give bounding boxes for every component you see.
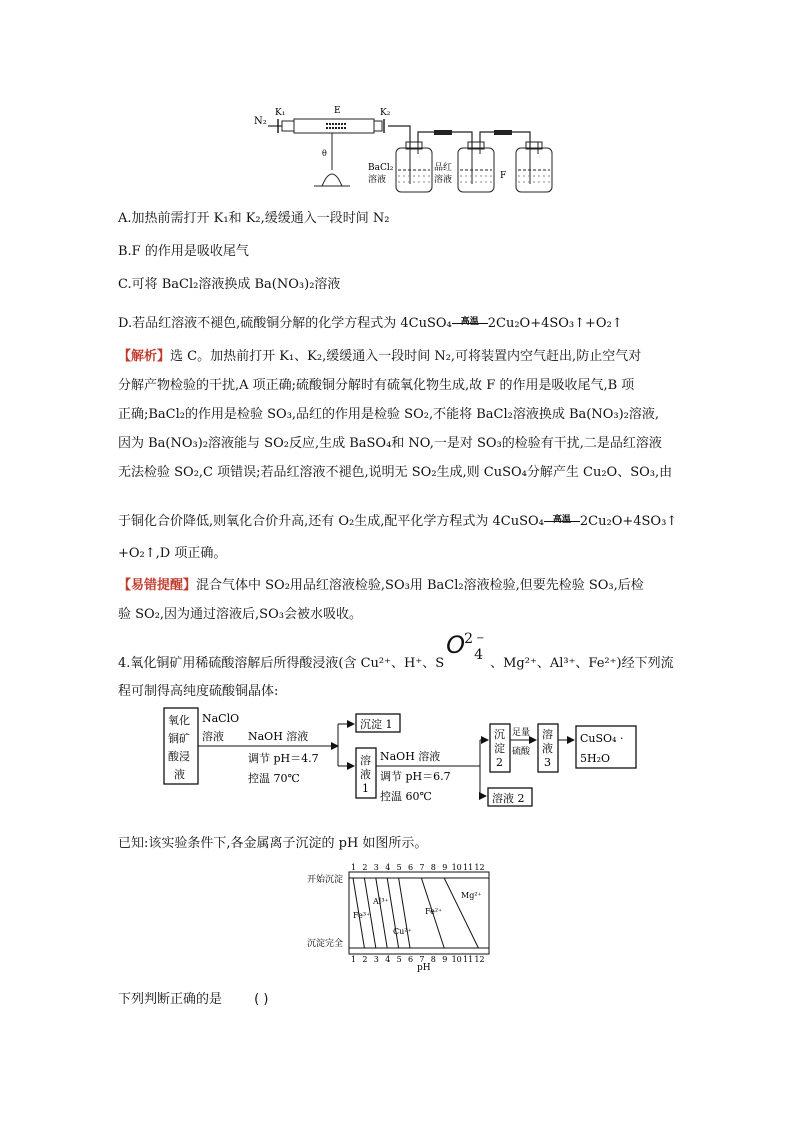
ph-tick-top-6: 6 [408, 863, 414, 872]
chendian2-3: 2 [496, 756, 503, 769]
q4-line-1 [118, 631, 678, 671]
sulfate-o: O [446, 631, 465, 659]
apparatus-diagram [248, 104, 558, 198]
ph-tick-top-7: 7 [419, 863, 425, 872]
q4-line-2: 程可制得高纯度硫酸铜晶体: [118, 684, 279, 699]
analysis-products: 2Cu₂O+4SO₃↑ [579, 514, 678, 529]
bacl2-label: BaCl₂ [368, 163, 394, 173]
rongye3-3: 3 [544, 756, 551, 769]
ph-tick-top-9: 9 [442, 863, 448, 872]
option-b: B.F 的作用是吸收尾气 [118, 244, 249, 259]
question-text: 下列判断正确的是 [118, 992, 223, 1007]
rongye1-3: 1 [362, 782, 369, 795]
product-line-1: CuSO₄ · [580, 732, 624, 745]
naclo-sol-label: 溶液 [202, 730, 224, 743]
naoh1-label: NaOH 溶液 [248, 730, 309, 743]
sulfate-sub: 4 [474, 647, 484, 663]
analysis-text-1: 选 C。加热前打开 K₁、K₂,缓缓通入一段时间 N₂,可将装置内空气赶出,防止空气对 [170, 349, 642, 364]
rongye2-label: 溶液 2 [492, 792, 525, 805]
tip-line-1 [118, 574, 678, 593]
ph1-label: 调节 pH＝4.7 [248, 752, 319, 765]
temp1-label: 控温 70℃ [248, 772, 300, 785]
ph-tick-top-3: 3 [373, 863, 379, 872]
analysis-line-2: 分解产物检验的干扰,A 项正确;硫酸铜分解时有硫氧化物生成,故 F 的作用是吸收尾气,B 项 [118, 378, 635, 393]
ph-tick-top-5: 5 [396, 863, 402, 872]
ph-boundary-line-3 [387, 878, 398, 948]
ion-mg2: Mg²⁺ [461, 891, 482, 900]
ph-tick-top-2: 2 [362, 863, 368, 872]
zuliang-label: 足量 [512, 728, 531, 738]
svg-text:θ: θ [322, 149, 327, 158]
ph-boundary-line-4 [399, 878, 410, 948]
analysis-line-7: +O₂↑,D 项正确。 [118, 546, 227, 561]
answer-blank[interactable]: ( ) [254, 992, 269, 1007]
ph-chart [305, 858, 505, 976]
analysis-line-4: 因为 Ba(NO₃)₂溶液能与 SO₂反应,生成 BaSO₄和 NO,一是对 SO₃的检验有干扰,二是品红溶液 [118, 436, 662, 451]
ph-axis-label: pH [417, 963, 431, 973]
ph-boundary-line-6 [444, 878, 478, 948]
ph-boundary-line-2 [376, 878, 387, 948]
ph-tick-bot-6: 6 [408, 955, 414, 964]
n2-label: N₂ [254, 116, 267, 127]
ph-tick-bot-11: 11 [463, 955, 474, 964]
ph-tick-bot-10: 10 [451, 955, 462, 964]
question-line [118, 988, 678, 1007]
start-label: 开始沉淀 [307, 875, 344, 885]
naclo-label: NaClO [202, 712, 240, 725]
box1-line-1: 氧化 [168, 714, 190, 727]
sulfate-minus: − [476, 633, 485, 644]
pinhong-label: 品红 [434, 163, 453, 173]
ph-tick-top-1: 1 [351, 863, 357, 872]
box1-line-2: 铜矿 [168, 732, 190, 745]
ph-tick-bot-4: 4 [385, 955, 391, 964]
rongye1-1: 溶 [360, 754, 371, 767]
chendian2-2: 淀 [494, 742, 505, 755]
chendian1-label: 沉淀 1 [360, 718, 393, 731]
analysis-text-6: 于铜化合价降低,则氧化合价升高,还有 O₂生成,配平化学方程式为 4CuSO₄ [118, 514, 544, 529]
tip-line-2: 验 SO₂,因为通过溶液后,SO₃会被水吸收。 [118, 607, 362, 622]
q4-text-1b: 、Mg²⁺、Al³⁺、Fe²⁺)经下列流 [490, 656, 674, 671]
option-d [118, 312, 678, 331]
ph-tick-top-12: 12 [474, 863, 485, 872]
temp2-label: 控温 60℃ [380, 790, 432, 803]
product-line-2: 5H₂O [580, 752, 611, 765]
e-label: E [334, 106, 341, 116]
ion-cu2: Cu²⁺ [393, 927, 412, 936]
tip-tag: 【易错提醒】 [118, 578, 197, 593]
known-text: 已知:该实验条件下,各金属离子沉淀的 pH 如图所示。 [118, 836, 428, 851]
box1-line-4: 液 [174, 768, 185, 781]
analysis-line-5: 无法检验 SO₂,C 项错误;若品红溶液不褪色,说明无 SO₂生成,则 CuSO₄分解产生 Cu₂O、SO₃,由 [118, 465, 673, 480]
ph-tick-bot-7: 7 [419, 955, 425, 964]
end-label: 沉淀完全 [307, 939, 344, 949]
option-d-products: 2Cu₂O+4SO₃↑+O₂↑ [487, 316, 623, 331]
analysis-line-3: 正确;BaCl₂的作用是检验 SO₃,品红的作用是检验 SO₂,不能将 BaCl₂溶液换成 Ba(NO₃)₂溶液, [118, 407, 659, 422]
analysis-tag: 【解析】 [118, 349, 171, 364]
flow-chart [160, 704, 644, 814]
liusuan-label: 硫酸 [512, 747, 531, 757]
ph-tick-bot-12: 12 [474, 955, 485, 964]
ph-tick-bot-5: 5 [396, 955, 402, 964]
analysis-line-6 [118, 510, 678, 529]
ph2-label: 调节 pH＝6.7 [380, 770, 451, 783]
rongye3-2: 液 [542, 742, 553, 755]
ion-al3: Al³⁺ [373, 897, 389, 906]
ph-tick-top-4: 4 [385, 863, 391, 872]
ion-fe2: Fe²⁺ [425, 907, 443, 916]
tip-text-1: 混合气体中 SO₂用品红溶液检验,SO₃用 BaCl₂溶液检验,但要先检验 SO₃,后检 [196, 578, 644, 593]
q4-text-1: 4.氧化铜矿用稀硫酸溶解后所得酸浸液(含 Cu²⁺、H⁺、S [118, 656, 445, 671]
chendian2-1: 沉 [494, 728, 505, 741]
ph-tick-bot-9: 9 [442, 955, 448, 964]
pinhong-sol-label: 溶液 [434, 175, 453, 185]
sulfate-sup: 2 [464, 631, 474, 647]
rongye1-2: 液 [360, 768, 371, 781]
ph-tick-bot-1: 1 [351, 955, 357, 964]
analysis-condition: 高温 [552, 515, 571, 525]
ph-tick-top-8: 8 [430, 863, 436, 872]
ph-tick-bot-2: 2 [362, 955, 368, 964]
ph-tick-top-10: 10 [451, 863, 462, 872]
ph-tick-top-11: 11 [463, 863, 474, 872]
bacl2-sol-label: 溶液 [368, 175, 387, 185]
box1-line-3: 酸浸 [168, 750, 190, 763]
ion-fe3: Fe³⁺ [353, 911, 371, 920]
rongye3-1: 溶 [542, 728, 553, 741]
ph-tick-bot-3: 3 [373, 955, 379, 964]
k1-label: K₁ [275, 108, 286, 118]
f-label: F [500, 171, 507, 181]
option-d-text: D.若品红溶液不褪色,硫酸铜分解的化学方程式为 4CuSO₄ [118, 316, 452, 331]
option-a: A.加热前需打开 K₁和 K₂,缓缓通入一段时间 N₂ [118, 211, 390, 226]
option-d-condition: 高温 [460, 317, 479, 327]
option-c: C.可将 BaCl₂溶液换成 Ba(NO₃)₂溶液 [118, 277, 341, 292]
naoh2-label: NaOH 溶液 [380, 750, 441, 763]
k2-label: K₂ [380, 108, 391, 118]
ph-tick-bot-8: 8 [430, 955, 436, 964]
analysis-line-1 [118, 345, 678, 364]
